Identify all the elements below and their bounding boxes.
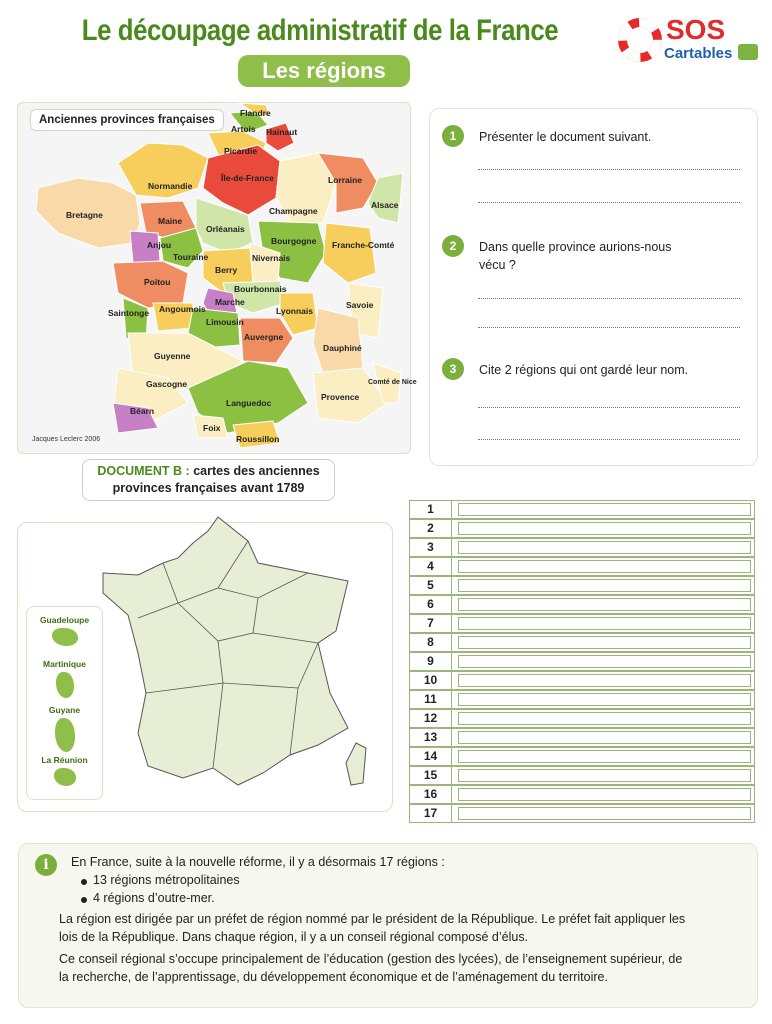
label-bearn: Béarn (130, 406, 155, 416)
label-bourbonnais: Bourbonnais (234, 284, 287, 294)
page-subtitle: Les régions (238, 55, 410, 87)
label-alsace: Alsace (371, 200, 399, 210)
table-row (409, 728, 755, 747)
label-picardie: Picardie (224, 146, 258, 156)
label-normandie: Normandie (148, 181, 193, 191)
blank-map-corsica (346, 743, 366, 785)
label-roussillon: Roussillon (236, 434, 280, 444)
table-row (409, 633, 755, 652)
overseas-reunion (27, 755, 102, 786)
provinces-map-frame (17, 102, 417, 454)
label-auvergne: Auvergne (244, 332, 284, 342)
answer-cell[interactable] (458, 731, 751, 744)
label-orleanais: Orléanais (206, 224, 245, 234)
map1-title: Anciennes provinces françaises (30, 109, 224, 131)
info-icon: i (35, 854, 57, 876)
question-number-badge: 1 (442, 125, 464, 147)
info-paragraph-1-line-2: lois de la République. Dans chaque région, il y a un conseil régional composé d’élus. (59, 930, 529, 944)
table-row (409, 690, 755, 709)
table-row (409, 785, 755, 804)
table-row (409, 671, 755, 690)
label-foix: Foix (203, 423, 221, 433)
answer-cell[interactable] (458, 541, 751, 554)
row-number: 6 (410, 596, 452, 613)
info-paragraph-2-line-2: la recherche, de l’apprentissage, du développement économique et de l’aménagement du territoire. (59, 970, 608, 984)
label-anjou: Anjou (147, 240, 172, 250)
answer-cell[interactable] (458, 560, 751, 573)
row-number: 15 (410, 767, 452, 784)
label-saintonge: Saintonge (108, 308, 150, 318)
answer-cell[interactable] (458, 598, 751, 611)
answer-cell[interactable] (458, 655, 751, 668)
provinces-map (18, 103, 417, 453)
row-number: 9 (410, 653, 452, 670)
question-text: Présenter le document suivant. (479, 130, 652, 144)
row-number: 12 (410, 710, 452, 727)
answer-cell[interactable] (458, 636, 751, 649)
label-comtedenice: Comté de Nice (368, 379, 417, 386)
table-row (409, 557, 755, 576)
answer-line[interactable] (478, 407, 740, 408)
sos-cartables-logo (614, 14, 764, 66)
table-row (409, 519, 755, 538)
row-number: 14 (410, 748, 452, 765)
label-nivernais: Nivernais (252, 253, 291, 263)
logo-sub-text: Cartables (664, 45, 733, 62)
answer-cell[interactable] (458, 769, 751, 782)
row-number: 1 (410, 501, 452, 518)
reunion-shape (54, 768, 76, 786)
answer-cell[interactable] (458, 693, 751, 706)
table-row (409, 576, 755, 595)
row-number: 10 (410, 672, 452, 689)
table-row (409, 595, 755, 614)
label-marche: Marche (215, 297, 245, 307)
label-lorraine: Lorraine (328, 175, 363, 185)
table-row (409, 804, 755, 823)
label-champagne: Champagne (269, 206, 318, 216)
answer-cell[interactable] (458, 617, 751, 630)
row-number: 13 (410, 729, 452, 746)
overseas-regions-panel (26, 606, 103, 800)
answer-line[interactable] (478, 439, 740, 440)
page-title: Le découpage administratif de la France (81, 14, 559, 47)
question-text: Cite 2 régions qui ont gardé leur nom. (479, 363, 689, 377)
table-row (409, 652, 755, 671)
answer-line[interactable] (478, 327, 740, 328)
document-caption-text: cartes des anciennes provinces françaises avant 1789 (112, 464, 320, 495)
overseas-label: La Réunion (41, 755, 88, 765)
info-box (18, 843, 758, 1008)
label-flandre: Flandre (240, 108, 271, 118)
overseas-guyane (27, 705, 102, 752)
martinique-shape (56, 672, 74, 698)
info-bullet: 4 régions d’outre-mer. (93, 891, 215, 905)
overseas-martinique (27, 659, 102, 698)
answer-cell[interactable] (458, 750, 751, 763)
label-berry: Berry (215, 265, 238, 275)
answer-cell[interactable] (458, 712, 751, 725)
info-paragraph-1-line-1: La région est dirigée par un préfet de région nommé par le président de la République. Le préfet fait appliquer les (59, 912, 686, 926)
info-paragraph-2-line-1: Ce conseil régional s’occupe principalement de l’éducation (gestion des lycées), de l’enseignement supérieur, de (59, 952, 683, 966)
blank-map-france (103, 517, 348, 785)
label-bretagne: Bretagne (66, 210, 103, 220)
info-intro: En France, suite à la nouvelle réforme, il y a désormais 17 régions : (71, 855, 445, 869)
answer-cell[interactable] (458, 579, 751, 592)
label-lyonnais: Lyonnais (276, 306, 313, 316)
label-touraine: Touraine (173, 252, 209, 262)
question-number-badge: 3 (442, 358, 464, 380)
answer-line[interactable] (478, 202, 740, 203)
guadeloupe-shape (52, 628, 78, 646)
logo-main-text: SOS (666, 14, 726, 45)
answer-cell[interactable] (458, 788, 751, 801)
row-number: 4 (410, 558, 452, 575)
questions-panel (429, 108, 758, 466)
answer-line[interactable] (478, 169, 740, 170)
question-text: Dans quelle province aurions-nous vécu ? (479, 240, 672, 272)
table-row (409, 766, 755, 785)
row-number: 3 (410, 539, 452, 556)
label-provence: Provence (321, 392, 360, 402)
row-number: 5 (410, 577, 452, 594)
row-number: 11 (410, 691, 452, 708)
answer-cell[interactable] (458, 522, 751, 535)
document-caption (82, 459, 335, 501)
row-number: 16 (410, 786, 452, 803)
label-iledefrance: Île-de-France (221, 173, 274, 183)
question-number-badge: 2 (442, 235, 464, 257)
lifebuoy-icon (618, 18, 662, 62)
row-number: 8 (410, 634, 452, 651)
row-number: 7 (410, 615, 452, 632)
answer-line[interactable] (478, 298, 740, 299)
map-region-franchecomte (323, 223, 376, 283)
answer-cell[interactable] (458, 807, 751, 820)
label-maine: Maine (158, 216, 183, 226)
bullet-icon (81, 897, 87, 903)
label-dauphine: Dauphiné (323, 343, 362, 353)
label-savoie: Savoie (346, 300, 374, 310)
document-caption-lead: DOCUMENT B : (97, 464, 190, 478)
info-bullet: 13 régions métropolitaines (93, 873, 240, 887)
table-row (409, 747, 755, 766)
answer-cell[interactable] (458, 674, 751, 687)
table-row (409, 538, 755, 557)
row-number: 17 (410, 805, 452, 822)
map1-credit: Jacques Leclerc 2006 (32, 436, 101, 443)
map-region-dauphine (313, 308, 363, 373)
overseas-label: Martinique (43, 659, 86, 669)
label-guyenne: Guyenne (154, 351, 191, 361)
label-bourgogne: Bourgogne (271, 236, 317, 246)
label-franchecomte: Franche-Comté (332, 240, 395, 250)
schoolbag-icon (738, 44, 758, 60)
label-languedoc: Languedoc (226, 398, 272, 408)
overseas-label: Guyane (48, 705, 81, 715)
overseas-label: Guadeloupe (39, 615, 90, 625)
label-gascogne: Gascogne (146, 379, 188, 389)
table-row (409, 709, 755, 728)
guyane-shape (55, 718, 75, 752)
label-hainaut: Hainaut (266, 127, 298, 137)
table-row (409, 500, 755, 519)
bullet-icon (81, 879, 87, 885)
label-limousin: Limousin (206, 317, 244, 327)
label-artois: Artois (231, 124, 256, 134)
overseas-guadeloupe (27, 615, 102, 646)
label-angoumois: Angoumois (159, 304, 206, 314)
label-poitou: Poitou (144, 277, 171, 287)
table-row (409, 614, 755, 633)
row-number: 2 (410, 520, 452, 537)
answer-cell[interactable] (458, 503, 751, 516)
